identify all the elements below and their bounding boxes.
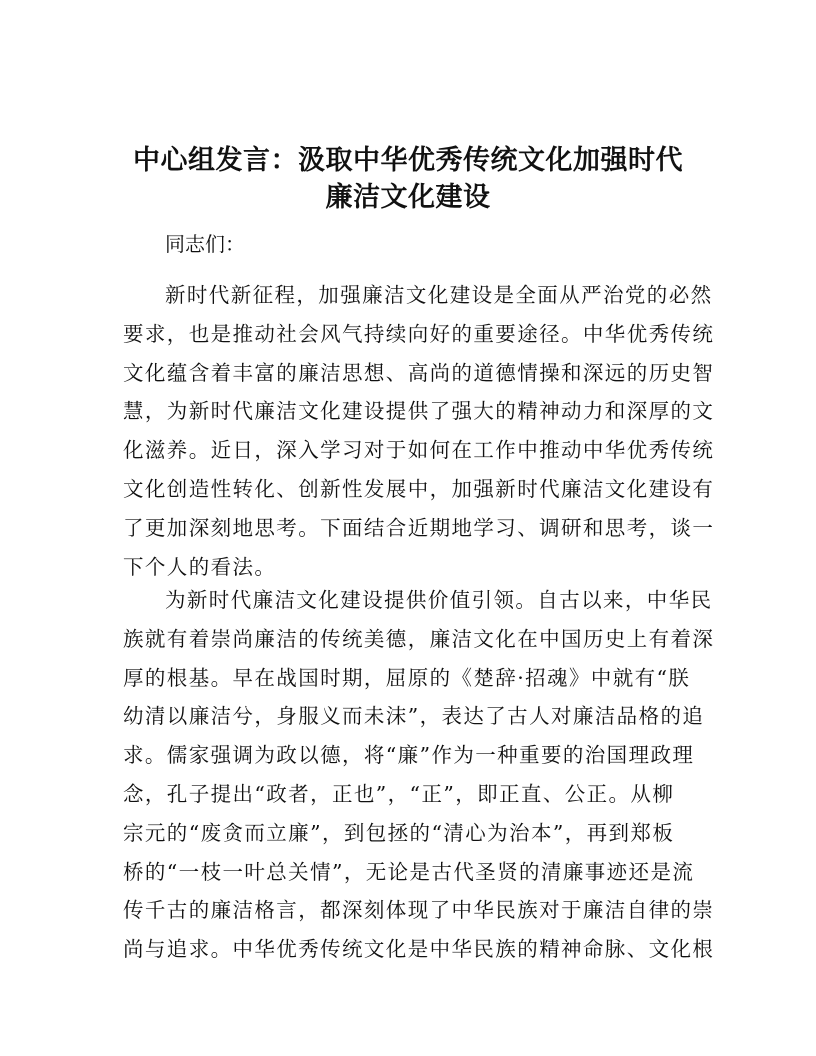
paragraph-line: 幼清以廉洁兮，身服义而未沫”，表达了古人对廉洁品格的追 [123,704,705,729]
page-title [100,142,716,216]
title-line: 中心组发言：汲取中华优秀传统文化加强时代 [133,145,683,176]
paragraph-line: 尚与追求。中华优秀传统文化是中华民族的精神命脉、文化根 [123,937,715,962]
paragraph-line: 文化创造性转化、创新性发展中，加强新时代廉洁文化建设有 [123,476,715,501]
paragraph-line: 为新时代廉洁文化建设提供价值引领。自古以来，中华民 [165,588,713,612]
paragraph-line: 求。儒家强调为政以德，将“廉”作为一种重要的治国理政理 [123,743,695,768]
paragraph-line: 传千古的廉洁格言，都深刻体现了中华民族对于廉洁自律的崇 [123,898,715,923]
paragraph [123,276,715,586]
paragraph-line: 慧，为新时代廉洁文化建设提供了强大的精神动力和深厚的文 [123,399,715,424]
paragraph-line: 下个人的看法。 [123,554,277,579]
paragraph-line: 新时代新征程，加强廉洁文化建设是全面从严治党的必然 [165,283,713,307]
paragraph [123,581,715,969]
paragraph-line: 宗元的“废贪而立廉”，到包拯的“清心为治本”，再到郑板 [123,820,675,845]
paragraph-line: 念，孔子提出“政者，正也”，“正”，即正直、公正。从柳 [123,781,675,806]
paragraph-line: 族就有着崇尚廉洁的传统美德，廉洁文化在中国历史上有着深 [123,626,715,651]
paragraph-line: 桥的“一枝一叶总关情”，无论是古代圣贤的清廉事迹还是流 [123,859,695,884]
paragraph-line: 厚的根基。早在战国时期，屈原的《楚辞·招魂》中就有“朕 [123,665,691,690]
paragraph-line: 要求，也是推动社会风气持续向好的重要途径。中华优秀传统 [123,321,715,346]
paragraph-line: 了更加深刻地思考。下面结合近期地学习、调研和思考，谈一 [123,515,715,540]
greeting: 同志们： [165,232,245,256]
paragraph-line: 化滋养。近日，深入学习对于如何在工作中推动中华优秀传统 [123,438,715,463]
title-line: 廉洁文化建设 [325,182,491,213]
paragraph-line: 文化蕴含着丰富的廉洁思想、高尚的道德情操和深远的历史智 [123,360,715,385]
